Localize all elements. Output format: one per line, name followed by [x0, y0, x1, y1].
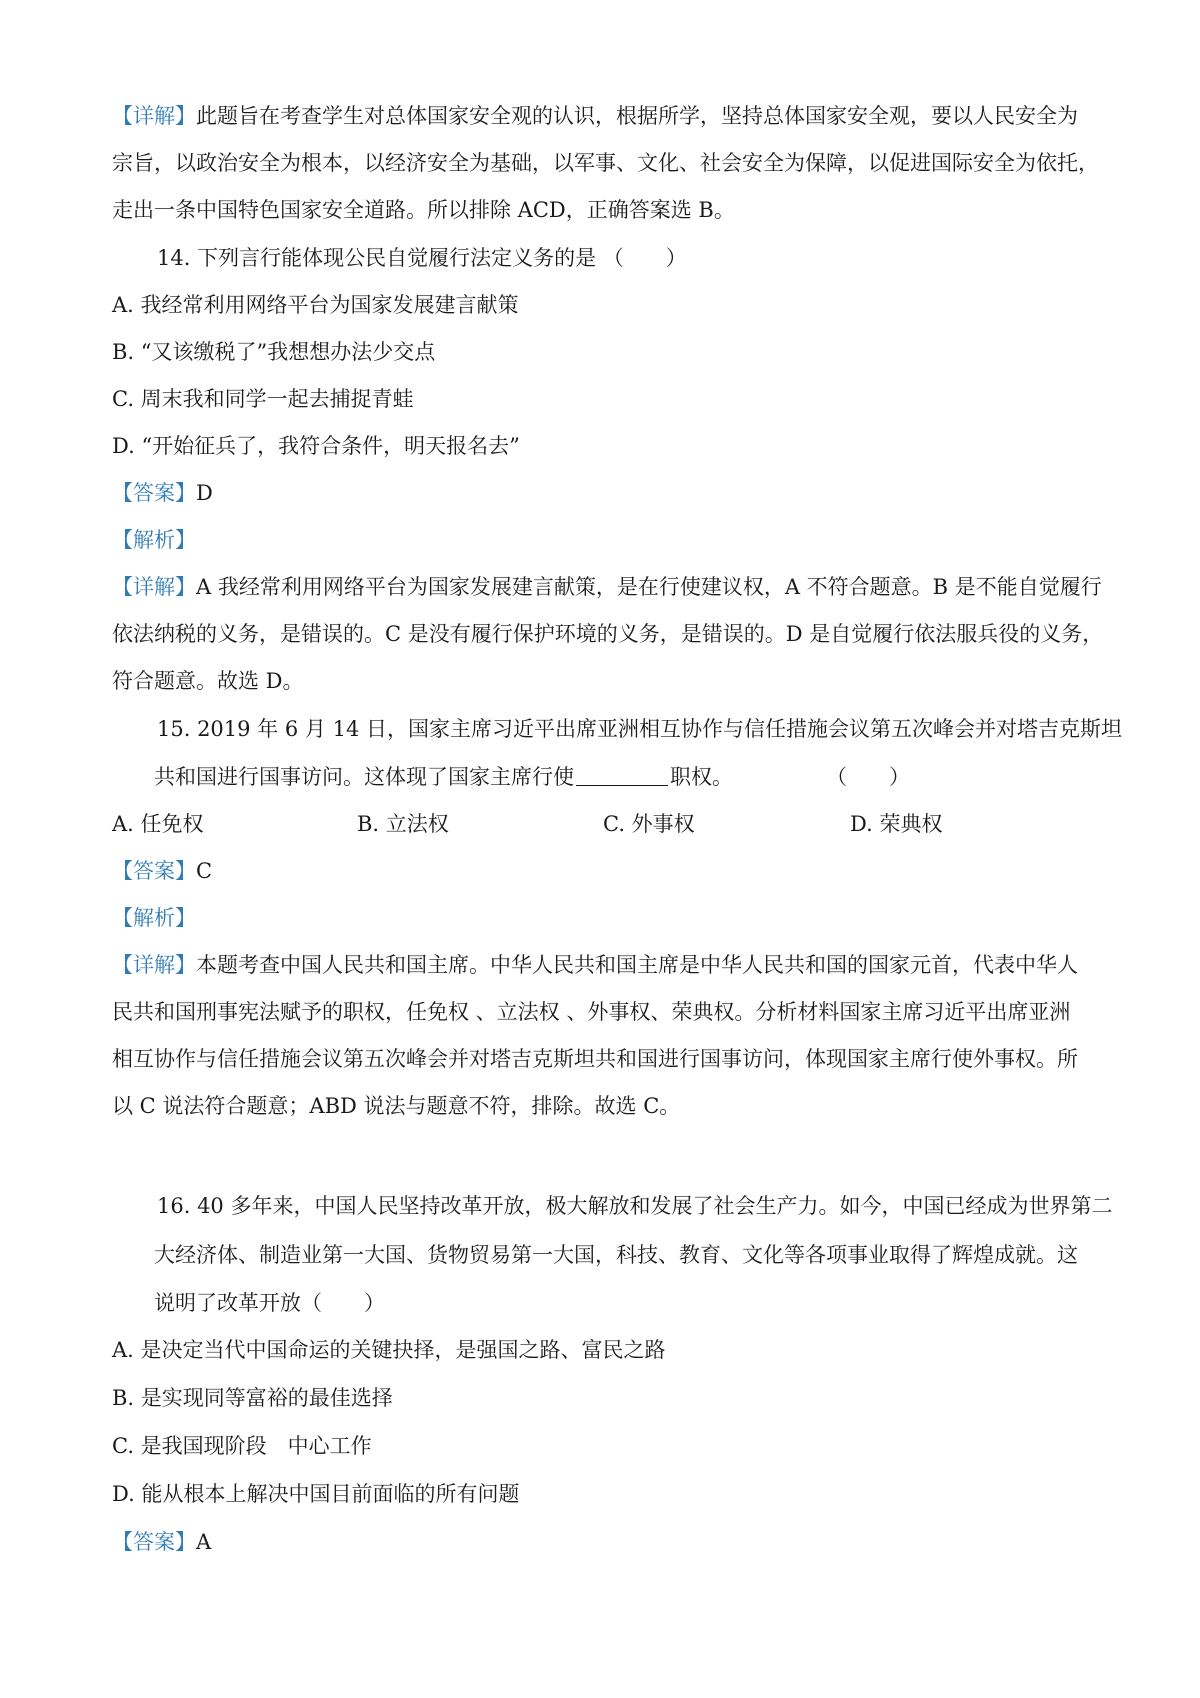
q16-stem-line-1: 16. 40 多年来，中国人民坚持改革开放，极大解放和发展了社会生产力。如今，中国已经成为世界第二 — [157, 1194, 1113, 1218]
q15-detail-line-2: 民共和国刑事宪法赋予的职权，任免权 、立法权 、外事权、荣典权。分析材料国家主席习近平出席亚洲 — [112, 1000, 1071, 1024]
q15-detail-line-1: 【详解】本题考查中国人民共和国主席。中华人民共和国主席是中华人民共和国的国家元首，代表中华人 — [112, 953, 1078, 977]
q15-options — [0, 809, 1200, 839]
q13-detail-line-1: 【详解】此题旨在考查学生对总体国家安全观的认识，根据所学，坚持总体国家安全观，要以人民安全为 — [112, 104, 1078, 128]
answer-tag: 【答案】 — [112, 481, 196, 505]
q14-answer — [112, 478, 213, 508]
q16-option-a: A. 是决定当代中国命运的关键抉择，是强国之路、富民之路 — [112, 1338, 666, 1362]
q16-answer — [112, 1527, 211, 1557]
q16-stem-line-2: 大经济体、制造业第一大国、货物贸易第一大国，科技、教育、文化等各项事业取得了辉煌成就。这 — [154, 1243, 1078, 1267]
q13-detail-line-2: 宗旨，以政治安全为根本，以经济安全为基础，以军事、文化、社会安全为保障，以促进国际安全为依托， — [112, 151, 1099, 175]
answer-value: C — [196, 859, 213, 883]
q15-option-d: D. 荣典权 — [850, 812, 943, 836]
q14-detail-line-1: 【详解】A 我经常利用网络平台为国家发展建言献策，是在行使建议权，A 不符合题意。B 是不能自觉履行 — [112, 575, 1102, 599]
q14-analysis-tag: 【解析】 — [112, 528, 196, 552]
q14-option-a: A. 我经常利用网络平台为国家发展建言献策 — [112, 293, 519, 317]
q15-option-a: A. 任免权 — [112, 812, 204, 836]
q15-stem-line-1: 15. 2019 年 6 月 14 日，国家主席习近平出席亚洲相互协作与信任措施会议第五次峰会并对塔吉克斯坦 — [157, 717, 1122, 741]
q15-detail-line-3: 相互协作与信任措施会议第五次峰会并对塔吉克斯坦共和国进行国事访问，体现国家主席行使外事权。所 — [112, 1047, 1078, 1071]
q14-option-c: C. 周末我和同学一起去捕捉青蛙 — [112, 387, 414, 411]
q14-detail-line-3: 符合题意。故选 D。 — [112, 669, 304, 693]
q15-option-c: C. 外事权 — [603, 812, 695, 836]
q13-detail-line-3: 走出一条中国特色国家安全道路。所以排除 ACD，正确答案选 B。 — [112, 198, 735, 222]
q14-detail-line-2: 依法纳税的义务，是错误的。C 是没有履行保护环境的义务，是错误的。D 是自觉履行依法服兵役的义务， — [112, 622, 1104, 646]
detail-tag: 【详解】 — [112, 575, 196, 599]
q14-option-d: D. “开始征兵了，我符合条件，明天报名去” — [112, 434, 520, 458]
q15-option-b: B. 立法权 — [357, 812, 449, 836]
answer-tag: 【答案】 — [112, 859, 196, 883]
q16-option-c: C. 是我国现阶段 中心工作 — [112, 1434, 372, 1458]
q15-analysis-tag: 【解析】 — [112, 906, 196, 930]
q14-option-b: B. “又该缴税了”我想想办法少交点 — [112, 340, 436, 364]
q15-answer — [112, 856, 212, 886]
q16-stem-line-3: 说明了改革开放（ ） — [154, 1291, 385, 1315]
answer-tag: 【答案】 — [112, 1530, 196, 1554]
q15-paren: （ ） — [826, 765, 910, 789]
fill-blank — [576, 763, 668, 786]
detail-tag: 【详解】 — [112, 104, 196, 128]
q16-option-b: B. 是实现同等富裕的最佳选择 — [112, 1386, 393, 1410]
detail-tag: 【详解】 — [112, 953, 196, 977]
q15-stem-line-2: 共和国进行国事访问。这体现了国家主席行使 职权。 — [154, 765, 733, 789]
answer-value: A — [196, 1530, 212, 1554]
q16-option-d: D. 能从根本上解决中国目前面临的所有问题 — [112, 1482, 520, 1506]
q15-detail-line-4: 以 C 说法符合题意；ABD 说法与题意不符，排除。故选 C。 — [112, 1094, 681, 1118]
answer-value: D — [196, 481, 213, 505]
q14-stem: 14. 下列言行能体现公民自觉履行法定义务的是 （ ） — [157, 246, 687, 270]
